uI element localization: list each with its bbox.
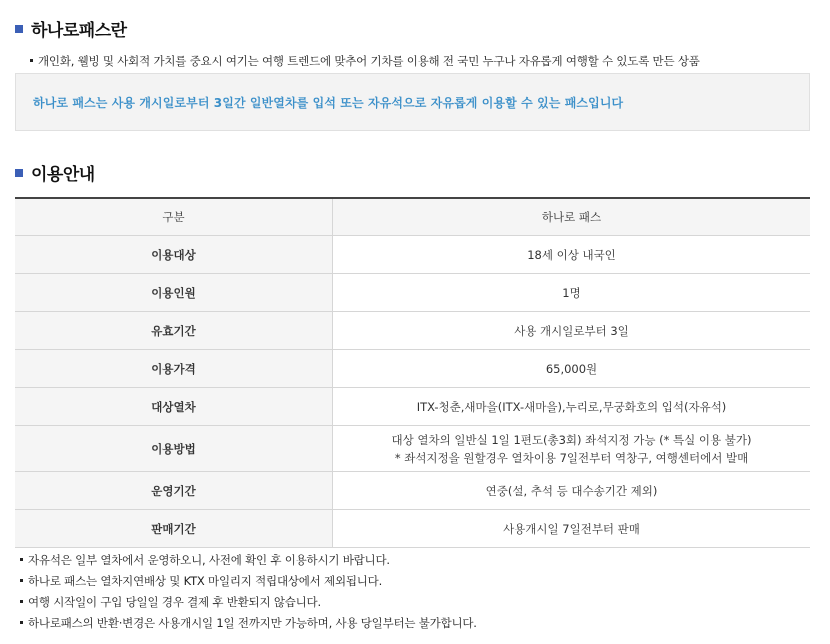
row-value: 사용개시일 7일전부터 판매 — [333, 510, 811, 548]
square-bullet-icon — [15, 25, 23, 33]
row-label: 이용방법 — [15, 426, 333, 472]
note-text: 자유석은 일부 열차에서 운영하오니, 사전에 확인 후 이용하시기 바랍니다. — [28, 553, 390, 567]
note-text: 하나로패스의 반환·변경은 사용개시일 1일 전까지만 가능하며, 사용 당일부터는 불가합니다. — [28, 616, 477, 630]
section-heading-usage-guide — [15, 161, 95, 183]
row-label: 대상열차 — [15, 388, 333, 426]
highlight-text: 하나로 패스는 사용 개시일로부터 3일간 일반열차를 입석 또는 자유석으로 자유롭게 이용할 수 있는 패스입니다 — [33, 95, 624, 110]
table-row — [15, 472, 810, 510]
row-value: 1명 — [333, 274, 811, 312]
bullet-icon — [20, 621, 23, 624]
table-row — [15, 426, 810, 472]
row-value: 18세 이상 내국인 — [333, 236, 811, 274]
table-header-row — [15, 198, 810, 236]
table-row — [15, 388, 810, 426]
list-item — [20, 592, 477, 613]
list-item — [20, 571, 477, 592]
list-item — [20, 550, 477, 571]
note-text: 하나로 패스는 열차지연배상 및 KTX 마일리지 적립대상에서 제외됩니다. — [28, 574, 383, 588]
row-label: 이용인원 — [15, 274, 333, 312]
note-text: 여행 시작일이 구입 당일일 경우 결제 후 반환되지 않습니다. — [28, 595, 321, 609]
row-value-line: * 좌석지정을 원할경우 열차이용 7일전부터 역창구, 여행센터에서 발매 — [394, 450, 749, 465]
row-value — [333, 426, 811, 472]
row-value: 연중(설, 추석 등 대수송기간 제외) — [333, 472, 811, 510]
pass-description — [30, 53, 700, 69]
highlight-box — [15, 73, 810, 131]
table-header-pass: 하나로 패스 — [333, 198, 811, 236]
bullet-icon — [20, 579, 23, 582]
row-label: 운영기간 — [15, 472, 333, 510]
row-value-line: 대상 열차의 일반실 1일 1편도(총3회) 좌석지정 가능 (* 특실 이용 불가) — [391, 432, 752, 447]
table-row — [15, 312, 810, 350]
table-header-category: 구분 — [15, 198, 333, 236]
usage-info-table — [15, 197, 810, 548]
row-label: 판매기간 — [15, 510, 333, 548]
section-heading-hanaro-pass — [15, 17, 127, 39]
table-row — [15, 274, 810, 312]
table-row — [15, 236, 810, 274]
list-item — [20, 613, 477, 634]
notes-list — [20, 550, 477, 634]
row-label: 이용가격 — [15, 350, 333, 388]
section-title: 이용안내 — [31, 164, 95, 185]
row-value: 사용 개시일로부터 3일 — [333, 312, 811, 350]
row-value: ITX-청춘,새마을(ITX-새마을),누리로,무궁화호의 입석(자유석) — [333, 388, 811, 426]
row-label: 이용대상 — [15, 236, 333, 274]
table-row — [15, 350, 810, 388]
table-row — [15, 510, 810, 548]
bullet-icon — [20, 600, 23, 603]
row-label: 유효기간 — [15, 312, 333, 350]
square-bullet-icon — [15, 169, 23, 177]
bullet-icon — [30, 59, 33, 62]
section-title: 하나로패스란 — [31, 20, 127, 41]
bullet-icon — [20, 558, 23, 561]
pass-description-text: 개인화, 웰빙 및 사회적 가치를 중요시 여기는 여행 트렌드에 맞추어 기차를 이용해 전 국민 누구나 자유롭게 여행할 수 있도록 만든 상품 — [38, 54, 700, 68]
row-value: 65,000원 — [333, 350, 811, 388]
